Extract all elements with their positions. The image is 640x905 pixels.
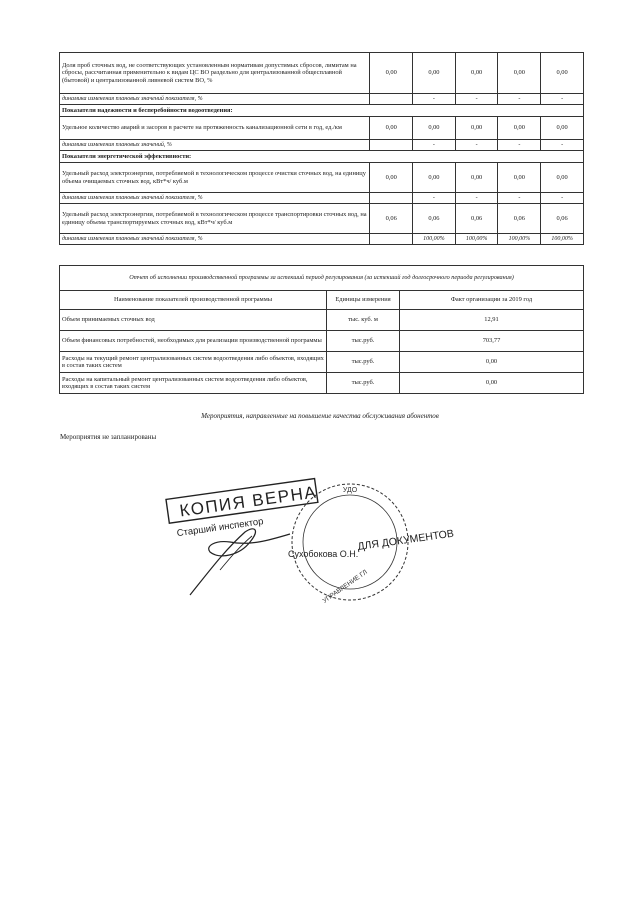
table-row: [60, 163, 584, 193]
row-name: динамика изменения плановых значений показателя, %: [60, 193, 370, 204]
row-value: 0,00: [413, 163, 456, 193]
row-value: 0,00: [400, 373, 584, 394]
header-fact: Факт организации за 2019 год: [400, 291, 584, 310]
row-name: Удельный расход электроэнергии, потребляемой в технологическом процессе очистки сточных вод, на единицу объема очищаемых сточных вод, кВт*ч/ куб.м: [60, 163, 370, 193]
row-value: 0,00: [413, 53, 456, 94]
row-value: 0,00: [370, 117, 413, 140]
row-value: 0,00: [541, 117, 584, 140]
row-value: -: [498, 94, 541, 105]
dynamics-row: [60, 94, 584, 105]
program-report-table: [59, 265, 584, 394]
row-value: [370, 234, 413, 245]
stamp-line1: КОПИЯ ВЕРНА: [178, 482, 319, 521]
row-value: 0,06: [541, 204, 584, 234]
section-header-row: [60, 151, 584, 163]
row-value: 0,00: [498, 53, 541, 94]
dynamics-row: [60, 140, 584, 151]
row-value: 0,06: [498, 204, 541, 234]
stamp-line3: Сухобокова О.Н.: [288, 549, 359, 559]
row-name: Расходы на капитальный ремонт централизованных систем водоотведения либо объектов, входящих в состав таких систем: [60, 373, 327, 394]
row-value: -: [498, 140, 541, 151]
row-value: 12,91: [400, 310, 584, 331]
measures-text: Мероприятия не запланированы: [60, 433, 157, 441]
row-name: Показатели надежности и бесперебойности водоотведения:: [60, 105, 584, 117]
table-row: [60, 204, 584, 234]
measures-title: Мероприятия, направленные на повышение качества обслуживания абонентов: [201, 412, 439, 420]
row-name: динамика изменения плановых значений показателя, %: [60, 94, 370, 105]
row-name: динамика изменения плановых значений, %: [60, 140, 370, 151]
row-value: [370, 140, 413, 151]
section-header-row: [60, 105, 584, 117]
row-unit: тыс.руб.: [327, 352, 400, 373]
row-value: 0,00: [400, 352, 584, 373]
row-value: -: [541, 94, 584, 105]
dynamics-row: [60, 234, 584, 245]
row-unit: тыс.руб.: [327, 331, 400, 352]
dynamics-row: [60, 193, 584, 204]
row-value: 0,06: [455, 204, 498, 234]
seal-top-text: УДО: [342, 487, 358, 494]
row-value: 0,00: [455, 53, 498, 94]
signature: [190, 529, 290, 595]
row-value: -: [541, 193, 584, 204]
table-row: [60, 53, 584, 94]
table-row: [60, 352, 584, 373]
row-value: 100,00%: [498, 234, 541, 245]
certification-stamp: [150, 470, 455, 620]
table-row: [60, 117, 584, 140]
row-value: 703,77: [400, 331, 584, 352]
row-name: Объем финансовых потребностей, необходимых для реализации производственной программы: [60, 331, 327, 352]
row-value: 0,00: [370, 53, 413, 94]
indicators-table: [59, 52, 584, 245]
row-value: -: [455, 94, 498, 105]
row-unit: тыс. куб. м: [327, 310, 400, 331]
header-name: Наименование показателей производственной программы: [60, 291, 327, 310]
row-name: Удельное количество аварий и засоров в расчете на протяженность канализационной сети в год, ед./км: [60, 117, 370, 140]
row-name: Расходы на текущий ремонт централизованных систем водоотведения либо объектов, входящих в состав таких систем: [60, 352, 327, 373]
row-value: 0,00: [413, 117, 456, 140]
stamp-line2: Старший инспектор: [176, 516, 265, 540]
row-value: -: [413, 94, 456, 105]
row-value: 100,00%: [455, 234, 498, 245]
row-value: 0,00: [370, 163, 413, 193]
row-value: 0,00: [541, 53, 584, 94]
row-value: [370, 193, 413, 204]
row-value: -: [413, 140, 456, 151]
row-value: -: [413, 193, 456, 204]
row-value: 0,06: [370, 204, 413, 234]
row-value: 100,00%: [541, 234, 584, 245]
report-title: Отчет об исполнении производственной программы за истекший период регулирования (за истекший год долгосрочного периода регулирования): [60, 266, 584, 291]
header-unit: Единицы измерения: [327, 291, 400, 310]
seal-inner-text: ДЛЯ ДОКУМЕНТОВ: [356, 527, 455, 553]
row-value: 0,00: [498, 163, 541, 193]
row-name: Показатели энергетической эффективности:: [60, 151, 584, 163]
row-name: Объем принимаемых сточных вод: [60, 310, 327, 331]
table-row: [60, 373, 584, 394]
row-value: -: [541, 140, 584, 151]
row-name: Удельный расход электроэнергии, потребляемой в технологическом процессе транспортировки сточных вод, на единицу объема транспортируемых сточных вод, кВт*ч/ куб.м: [60, 204, 370, 234]
row-value: 100,00%: [413, 234, 456, 245]
row-value: 0,00: [455, 163, 498, 193]
row-value: [370, 94, 413, 105]
row-value: 0,00: [455, 117, 498, 140]
row-value: 0,00: [541, 163, 584, 193]
row-name: Доля проб сточных вод, не соответствующих установленным нормативам допустимых сбросов, лимитам на сбросы, рассчитанная применительно к видам ЦС ВО раздельно для централизованной общесплавной (бытовой) и централизованной ливневой систем ВО, %: [60, 53, 370, 94]
row-value: -: [498, 193, 541, 204]
row-value: 0,06: [413, 204, 456, 234]
row-unit: тыс.руб.: [327, 373, 400, 394]
row-value: -: [455, 140, 498, 151]
table-row: [60, 331, 584, 352]
row-value: 0,00: [498, 117, 541, 140]
seal-bottom-text: УПРАВЛЕНИЕ ГЛ: [321, 568, 369, 605]
table-row: [60, 310, 584, 331]
row-name: динамика изменения плановых значений показателя, %: [60, 234, 370, 245]
row-value: -: [455, 193, 498, 204]
